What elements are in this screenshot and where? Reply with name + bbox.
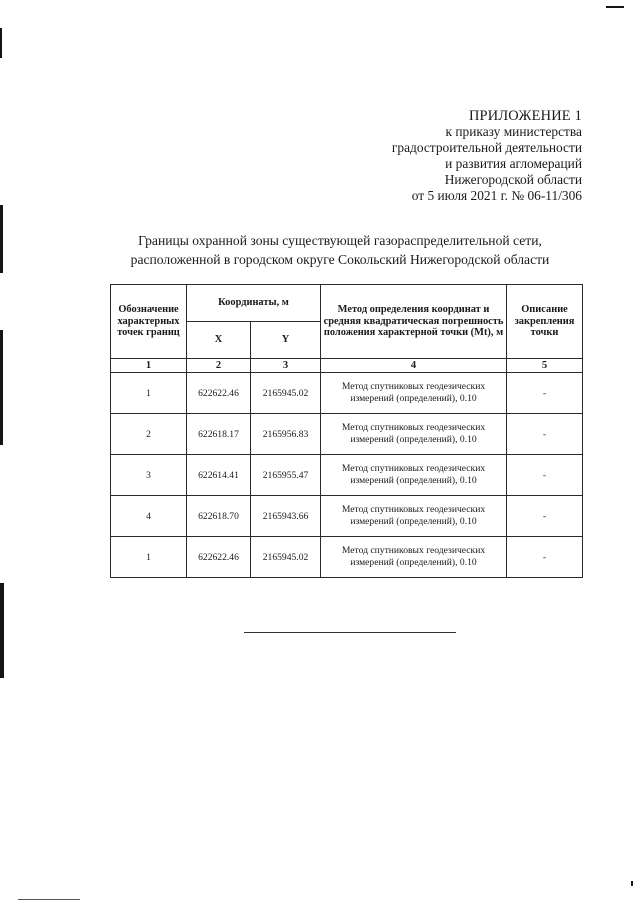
y-cell: 2165955.47 [251, 455, 321, 496]
end-divider-line [244, 632, 456, 633]
method-cell: Метод спутниковых геодезических измерений (определений), 0.10 [321, 455, 507, 496]
appendix-line: и развития агломераций [445, 156, 582, 171]
column-number-row [111, 359, 583, 373]
scan-edge-mark [0, 330, 3, 445]
point-cell: 3 [111, 455, 187, 496]
method-cell: Метод спутниковых геодезических измерений (определений), 0.10 [321, 496, 507, 537]
header-description: Описание закрепления точки [507, 285, 583, 359]
description-cell: - [507, 455, 583, 496]
table-row [111, 373, 583, 414]
point-cell: 4 [111, 496, 187, 537]
header-y: Y [251, 322, 321, 359]
method-cell: Метод спутниковых геодезических измерений (определений), 0.10 [321, 537, 507, 578]
description-cell: - [507, 373, 583, 414]
x-cell: 622618.70 [187, 496, 251, 537]
y-cell: 2165943.66 [251, 496, 321, 537]
table-header-row [111, 285, 583, 322]
point-cell: 1 [111, 373, 187, 414]
coordinates-table [110, 284, 583, 578]
point-cell: 1 [111, 537, 187, 578]
table-row [111, 455, 583, 496]
header-x: X [187, 322, 251, 359]
document-title [60, 231, 620, 269]
appendix-title: ПРИЛОЖЕНИЕ 1 [468, 108, 582, 124]
footer-rule [18, 899, 80, 900]
scan-edge-mark [0, 583, 4, 678]
point-cell: 2 [111, 414, 187, 455]
y-cell: 2165945.02 [251, 537, 321, 578]
description-cell: - [507, 414, 583, 455]
document-title-line: Границы охранной зоны существующей газораспределительной сети, [138, 233, 542, 248]
scan-edge-mark [0, 28, 2, 58]
scan-speck [631, 881, 633, 886]
column-number: 5 [507, 359, 583, 373]
y-cell: 2165956.83 [251, 414, 321, 455]
appendix-line: к приказу министерства [445, 124, 582, 139]
column-number: 4 [321, 359, 507, 373]
scan-speck [606, 6, 624, 8]
column-number: 3 [251, 359, 321, 373]
appendix-header [282, 108, 582, 204]
x-cell: 622614.41 [187, 455, 251, 496]
method-cell: Метод спутниковых геодезических измерений (определений), 0.10 [321, 373, 507, 414]
y-cell: 2165945.02 [251, 373, 321, 414]
appendix-line: градостроительной деятельности [391, 140, 582, 155]
column-number: 1 [111, 359, 187, 373]
table-row [111, 537, 583, 578]
method-cell: Метод спутниковых геодезических измерений (определений), 0.10 [321, 414, 507, 455]
document-title-line: расположенной в городском округе Сокольский Нижегородской области [130, 252, 550, 267]
x-cell: 622622.46 [187, 373, 251, 414]
header-coordinates: Координаты, м [187, 285, 321, 322]
column-number: 2 [187, 359, 251, 373]
description-cell: - [507, 537, 583, 578]
appendix-line: от 5 июля 2021 г. № 06-11/306 [411, 188, 582, 203]
header-method: Метод определения координат и средняя квадратическая погрешность положения характерной точки (Mt), м [321, 285, 507, 359]
table-row [111, 496, 583, 537]
description-cell: - [507, 496, 583, 537]
scan-edge-mark [0, 205, 3, 273]
table-row [111, 414, 583, 455]
appendix-line: Нижегородской области [444, 172, 582, 187]
header-point-designation: Обозначение характерных точек границ [111, 285, 187, 359]
x-cell: 622622.46 [187, 537, 251, 578]
x-cell: 622618.17 [187, 414, 251, 455]
